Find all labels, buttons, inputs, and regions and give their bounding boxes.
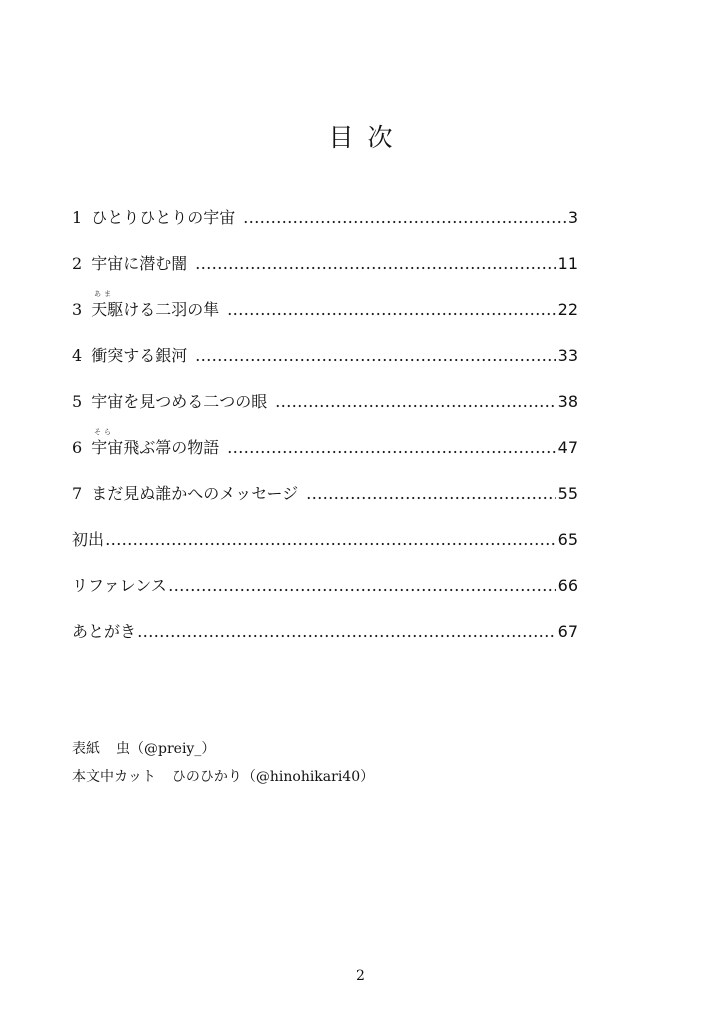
- toc-entry-text: 天駆ける二羽の隼: [91, 300, 220, 319]
- toc-entry-text: 初出: [72, 530, 105, 549]
- credit-cover: [72, 735, 374, 763]
- toc-entry: [72, 426, 578, 458]
- toc-entry-title: [72, 208, 235, 228]
- toc-entry-leader: [168, 576, 556, 596]
- toc-entry-text: 衝突する銀河: [91, 346, 188, 365]
- toc-entry-text: 宇宙飛ぶ箒の物語: [91, 438, 220, 457]
- toc-entry-title: [72, 622, 136, 642]
- toc-entry-text: まだ見ぬ誰かへのメッセージ: [91, 484, 299, 503]
- toc-entry-text: リファレンス: [72, 576, 167, 595]
- toc-entry-page: 3: [567, 208, 578, 227]
- toc-entry-page: 47: [557, 438, 578, 457]
- toc-entry-leader: [306, 484, 555, 504]
- toc-entry-leader: [227, 300, 555, 320]
- toc-entry-leader: [275, 392, 555, 412]
- credit-cut-role: 本文中カット: [72, 769, 156, 785]
- toc-entry-text: 宇宙に潜む闇: [91, 254, 188, 273]
- toc-entry-number: 2: [72, 254, 83, 273]
- toc-entry-text: あとがき: [72, 622, 137, 641]
- toc-entry: [72, 472, 578, 504]
- toc-entry-number: 6: [72, 438, 83, 457]
- toc-entry-title: [72, 290, 220, 320]
- toc-entry-number: 7: [72, 484, 83, 503]
- toc-entry-number: 1: [72, 208, 83, 227]
- toc-entry-title: [72, 392, 267, 412]
- toc-entry-page: 22: [557, 300, 578, 319]
- toc-entry-page: 55: [557, 484, 578, 503]
- toc-entry-title: [72, 530, 104, 550]
- toc-entry-title: [72, 428, 220, 458]
- toc-entry-number: 4: [72, 346, 83, 365]
- toc-entry-number: 3: [72, 300, 83, 319]
- credit-cut-name: ひのひかり（@hinohikari40）: [171, 769, 375, 785]
- toc-entry-leader: [243, 208, 566, 228]
- toc-entry: [72, 610, 578, 642]
- toc-entry: [72, 288, 578, 320]
- toc-entry: [72, 334, 578, 366]
- toc-entry-ruby: あま: [94, 290, 114, 298]
- credit-cover-role: 表紙: [72, 741, 100, 757]
- credits: [72, 735, 374, 791]
- toc-entry-title: [72, 254, 187, 274]
- toc-entry-title: [72, 484, 298, 504]
- toc-entry-page: 33: [557, 346, 578, 365]
- toc-entry-text: ひとりひとりの宇宙: [91, 208, 236, 227]
- toc-entry-number: 5: [72, 392, 83, 411]
- toc-entry-leader: [227, 438, 555, 458]
- toc-entry: [72, 242, 578, 274]
- toc-entry-page: 66: [557, 576, 578, 595]
- page-title: 目次: [328, 123, 407, 152]
- toc-entry-page: 11: [557, 254, 578, 273]
- toc-entry-leader: [105, 530, 556, 550]
- toc-entry-leader: [137, 622, 556, 642]
- toc-entry-page: 38: [557, 392, 578, 411]
- toc-entry: [72, 518, 578, 550]
- toc-entry-leader: [195, 346, 555, 366]
- toc-entry-ruby: そら: [94, 428, 114, 436]
- credit-cut: [72, 763, 374, 791]
- toc-entry: [72, 196, 578, 228]
- toc-entry-page: 65: [557, 530, 578, 549]
- toc-entry-title: [72, 576, 167, 596]
- credit-cover-name: 虫（@preiy_）: [116, 741, 216, 757]
- toc-entry-text: 宇宙を見つめる二つの眼: [91, 392, 268, 411]
- toc-entry: [72, 380, 578, 412]
- toc-entry-leader: [195, 254, 555, 274]
- page-number: 2: [356, 968, 365, 984]
- toc-entry-page: 67: [557, 622, 578, 641]
- toc-entry: [72, 564, 578, 596]
- toc-entry-title: [72, 346, 187, 366]
